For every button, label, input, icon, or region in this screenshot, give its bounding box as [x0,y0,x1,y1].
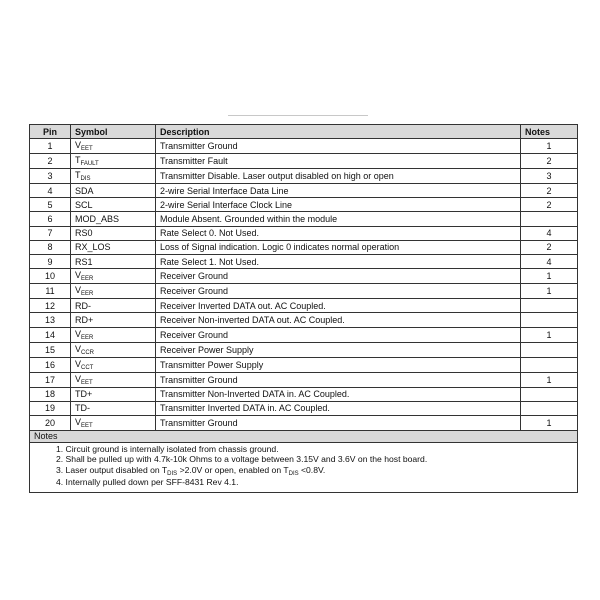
pin-note-ref: 2 [521,240,578,254]
symbol-text: TD- [75,403,90,414]
pin-number: 6 [30,212,71,226]
symbol-text: SCL [75,199,93,210]
table-row [30,169,578,184]
pin-symbol [71,240,156,254]
pin-number: 17 [30,372,71,387]
pin-symbol [71,226,156,240]
table-row [30,387,578,401]
pin-description: Rate Select 1. Not Used. [156,254,521,268]
symbol-text: RD- [75,300,91,311]
pin-note-ref: 1 [521,139,578,154]
pin-note-ref: 1 [521,284,578,299]
pin-description: Transmitter Disable. Laser output disabled on high or open [156,169,521,184]
pin-note-ref [521,212,578,226]
pin-note-ref: 4 [521,254,578,268]
pin-note-ref: 1 [521,372,578,387]
pin-description: Loss of Signal indication. Logic 0 indicates normal operation [156,240,521,254]
pin-note-ref [521,357,578,372]
pin-description: Transmitter Ground [156,415,521,430]
pin-note-ref [521,342,578,357]
pin-note-ref: 1 [521,415,578,430]
header-notes: Notes [521,125,578,139]
symbol-subscript: EET [81,422,93,429]
pin-description: Module Absent. Grounded within the module [156,212,521,226]
table-body [30,139,578,431]
table-row [30,299,578,313]
pin-note-ref: 2 [521,198,578,212]
table-row [30,226,578,240]
symbol-subscript: FAULT [80,161,99,167]
symbol-text: TD+ [75,389,93,400]
pin-symbol [71,184,156,198]
pin-symbol [71,212,156,226]
note-3 [56,465,577,478]
symbol-text: V [75,328,82,339]
pin-number: 9 [30,254,71,268]
table-row [30,327,578,342]
header-description: Description [156,125,521,139]
pin-symbol [71,154,156,169]
symbol-text: MOD_ABS [75,213,120,224]
notes-body-row [30,442,578,492]
symbol-subscript: EET [81,146,93,152]
pin-description: Transmitter Ground [156,139,521,154]
table-row [30,254,578,268]
pin-number: 20 [30,415,71,430]
pin-number: 4 [30,184,71,198]
pin-symbol [71,139,156,154]
symbol-text: RS0 [75,228,93,239]
pin-symbol [71,327,156,342]
pin-description: Transmitter Fault [156,154,521,169]
table-row [30,415,578,430]
header-pin: Pin [30,125,71,139]
table-row [30,198,578,212]
pin-note-ref: 4 [521,226,578,240]
pin-description: Receiver Ground [156,284,521,299]
pin-number: 8 [30,240,71,254]
note-2: 2. Shall be pulled up with 4.7k-10k Ohms to a voltage between 3.15V and 3.6V on the host board. [56,454,428,465]
symbol-text: V [75,140,82,150]
pin-symbol [71,372,156,387]
pin-symbol [71,299,156,313]
notes-header-row [30,430,578,442]
symbol-text: T [75,170,81,180]
pin-number: 13 [30,313,71,327]
pin-number: 19 [30,401,71,415]
notes-list [30,442,578,492]
symbol-subscript: EET [81,379,93,386]
pin-note-ref: 2 [521,154,578,169]
pin-number: 14 [30,327,71,342]
symbol-text: V [75,416,82,427]
table-row [30,139,578,154]
pin-symbol [71,342,156,357]
table-row [30,269,578,284]
symbol-subscript: CCR [81,349,95,356]
header-symbol: Symbol [71,125,156,139]
pin-number: 3 [30,169,71,184]
pin-symbol [71,284,156,299]
symbol-text: V [75,270,82,281]
note-3-subscript-2: DIS [288,470,299,477]
pin-symbol [71,313,156,327]
pin-note-ref [521,387,578,401]
table-row [30,401,578,415]
symbol-text: SDA [75,185,94,196]
symbol-subscript: EER [81,334,94,341]
pin-number: 10 [30,269,71,284]
pin-number: 2 [30,154,71,169]
pin-note-ref: 1 [521,327,578,342]
table-row [30,212,578,226]
pin-description: Receiver Inverted DATA out. AC Coupled. [156,299,521,313]
symbol-text: V [75,373,82,384]
pin-number: 15 [30,342,71,357]
pin-symbol [71,415,156,430]
pin-description: 2-wire Serial Interface Clock Line [156,198,521,212]
pin-description: Receiver Power Supply [156,342,521,357]
table-row [30,154,578,169]
note-3-subscript-1: DIS [167,470,178,477]
symbol-subscript: EER [81,276,94,283]
notes-title: Notes [30,430,578,442]
pin-note-ref: 1 [521,269,578,284]
table-row [30,284,578,299]
table-row [30,240,578,254]
pin-description: Transmitter Power Supply [156,357,521,372]
table-header-row [30,125,578,139]
pin-number: 16 [30,357,71,372]
symbol-text: RX_LOS [75,242,111,253]
pin-symbol [71,387,156,401]
pin-symbol [71,269,156,284]
pin-description: Transmitter Non-Inverted DATA in. AC Coupled. [156,387,521,401]
note-3-part-a: 3. Laser output disabled on T [56,464,168,475]
pin-description: 2-wire Serial Interface Data Line [156,184,521,198]
note-3-part-b: >2.0V or open, enabled on T [177,464,289,475]
pin-description: Transmitter Ground [156,372,521,387]
table-row [30,372,578,387]
note-3-part-c: <0.8V. [298,464,326,475]
pin-description: Transmitter Inverted DATA in. AC Coupled. [156,401,521,415]
pin-symbol [71,198,156,212]
pin-symbol [71,357,156,372]
pin-description: Receiver Ground [156,269,521,284]
pin-number: 1 [30,139,71,154]
symbol-subscript: DIS [80,176,91,182]
table-row [30,184,578,198]
pin-note-ref [521,299,578,313]
pin-description: Rate Select 0. Not Used. [156,226,521,240]
pin-note-ref: 2 [521,184,578,198]
pin-number: 12 [30,299,71,313]
pin-description: Receiver Non-inverted DATA out. AC Coupled. [156,313,521,327]
note-4: 4. Internally pulled down per SFF-8431 Rev 4.1. [56,477,239,488]
top-divider-line [228,115,368,116]
pin-symbol [71,169,156,184]
pin-symbol [71,401,156,415]
pin-number: 11 [30,284,71,299]
pin-symbol [71,254,156,268]
note-1: 1. Circuit ground is internally isolated from chassis ground. [56,443,279,454]
symbol-subscript: EER [81,291,94,298]
symbol-text: RD+ [75,314,94,325]
table-row [30,357,578,372]
symbol-text: V [75,343,82,354]
pin-number: 5 [30,198,71,212]
pin-number: 18 [30,387,71,401]
table-row [30,313,578,327]
pin-definition-table [29,124,578,493]
table-row [30,342,578,357]
symbol-subscript: CCT [81,364,94,371]
symbol-text: V [75,358,82,369]
pin-number: 7 [30,226,71,240]
symbol-text: T [75,155,81,165]
symbol-text: V [75,285,82,296]
pin-note-ref [521,401,578,415]
symbol-text: RS1 [75,256,93,267]
pin-description: Receiver Ground [156,327,521,342]
pin-note-ref: 3 [521,169,578,184]
pin-note-ref [521,313,578,327]
